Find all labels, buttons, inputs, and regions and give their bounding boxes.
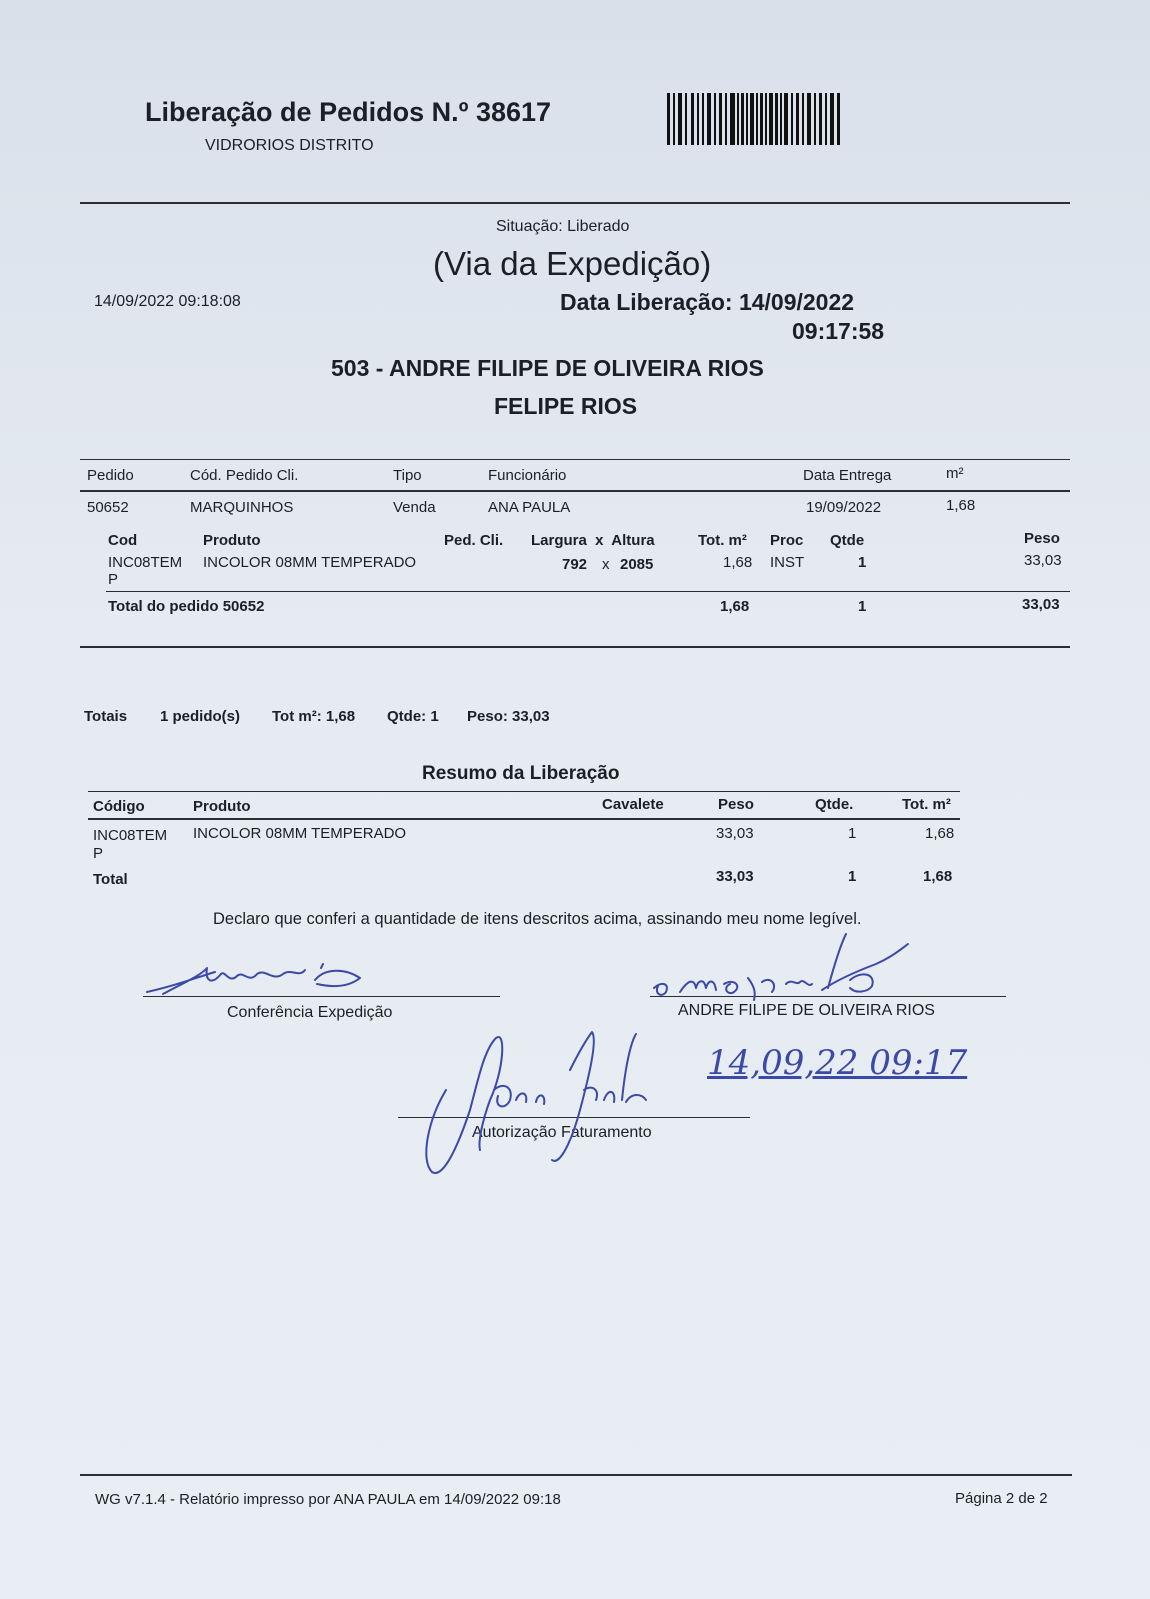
summary-title: Resumo da Liberação	[422, 763, 620, 784]
summary-peso: 33,03	[716, 825, 754, 842]
divider	[106, 591, 1070, 592]
totals-label: Totais	[84, 708, 128, 725]
item-proc: INST	[770, 554, 805, 571]
summary-total-label: Total	[93, 871, 128, 888]
status-text: Situação: Liberado	[496, 218, 630, 235]
header-data-entrega: Data Entrega	[803, 467, 892, 484]
footer-divider	[80, 1474, 1072, 1476]
item-header-proc: Proc	[770, 532, 804, 549]
item-height: 2085	[620, 556, 654, 573]
release-time: 09:17:58	[792, 318, 885, 344]
order-number: 50652	[87, 499, 129, 516]
summary-header-peso: Peso	[718, 796, 754, 813]
summary-header-qtde: Qtde.	[815, 796, 854, 813]
item-header-ped-cli: Ped. Cli.	[444, 532, 504, 549]
item-product: INCOLOR 08MM TEMPERADO	[203, 554, 417, 571]
header-tipo: Tipo	[393, 467, 422, 484]
summary-total-tot-m2: 1,68	[923, 868, 953, 885]
item-header-produto: Produto	[203, 532, 261, 549]
summary-header-produto: Produto	[193, 798, 251, 815]
page-number: Página 2 de 2	[955, 1490, 1048, 1507]
item-header-qtde: Qtde	[830, 532, 865, 549]
order-total-peso: 33,03	[1022, 596, 1060, 613]
order-type: Venda	[393, 499, 436, 516]
summary-header-codigo: Código	[93, 798, 145, 815]
item-peso: 33,03	[1024, 552, 1062, 569]
signature-cliente	[650, 926, 910, 1002]
summary-qtde: 1	[848, 825, 857, 842]
totals-m2: Tot m²: 1,68	[272, 708, 356, 725]
item-qtde: 1	[858, 554, 867, 571]
totals-peso: Peso: 33,03	[467, 708, 550, 725]
divider	[80, 490, 1070, 492]
divider	[88, 818, 960, 820]
item-header-tot-m2: Tot. m²	[698, 532, 747, 549]
summary-code-wrap: P	[93, 845, 104, 862]
handwritten-date: 14,09,22 09:17	[707, 1043, 968, 1083]
totals-qtde: Qtde: 1	[387, 708, 439, 725]
header-m2: m²	[946, 465, 964, 482]
release-date: Data Liberação: 14/09/2022	[560, 289, 855, 315]
signature-conferencia	[145, 962, 375, 1002]
client-name: 503 - ANDRE FILIPE DE OLIVEIRA RIOS	[331, 355, 764, 381]
item-code: INC08TEM	[108, 554, 183, 571]
item-header-cod: Cod	[108, 532, 138, 549]
barcode	[667, 93, 841, 145]
printed-datetime: 14/09/2022 09:18:08	[94, 293, 241, 310]
signature-label-cliente: ANDRE FILIPE DE OLIVEIRA RIOS	[678, 1002, 935, 1019]
copy-label: (Via da Expedição)	[433, 245, 712, 282]
client-order-code: MARQUINHOS	[190, 499, 294, 516]
item-header-peso: Peso	[1024, 530, 1060, 547]
summary-total-peso: 33,03	[716, 868, 754, 885]
signature-label-conferencia: Conferência Expedição	[227, 1004, 393, 1021]
item-width: 792	[562, 556, 588, 573]
order-m2: 1,68	[946, 497, 976, 514]
order-total-qtde: 1	[858, 598, 867, 615]
totals-orders: 1 pedido(s)	[160, 708, 241, 725]
employee: ANA PAULA	[488, 499, 571, 516]
delivery-date: 19/09/2022	[806, 499, 882, 516]
footer-print-info: WG v7.1.4 - Relatório impresso por ANA PAULA em 14/09/2022 09:18	[95, 1491, 561, 1508]
client-short-name: FELIPE RIOS	[494, 393, 638, 419]
declaration-text: Declaro que conferi a quantidade de itens descritos acima, assinando meu nome legível.	[213, 910, 862, 928]
company-name: VIDRORIOS DISTRITO	[205, 137, 374, 154]
divider	[80, 646, 1070, 648]
divider	[88, 791, 960, 792]
header-funcionario: Funcionário	[488, 467, 567, 484]
order-total-m2: 1,68	[720, 598, 750, 615]
item-header-dimensions: Largura x Altura	[531, 532, 655, 549]
divider	[80, 202, 1070, 204]
summary-product: INCOLOR 08MM TEMPERADO	[193, 825, 407, 842]
summary-header-tot-m2: Tot. m²	[902, 796, 951, 813]
signature-label-autorizacao: Autorização Faturamento	[472, 1124, 652, 1141]
header-cod-pedido-cli: Cód. Pedido Cli.	[190, 467, 299, 484]
document-title: Liberação de Pedidos N.º 38617	[145, 97, 552, 127]
item-tot-m2: 1,68	[723, 554, 753, 571]
summary-code: INC08TEM	[93, 827, 168, 844]
divider	[80, 459, 1070, 460]
signature-autorizacao	[420, 1030, 660, 1180]
item-code-wrap: P	[108, 571, 119, 588]
item-dimension-separator: x	[602, 556, 610, 573]
order-total-label: Total do pedido 50652	[108, 598, 265, 615]
header-pedido: Pedido	[87, 467, 134, 484]
summary-tot-m2: 1,68	[925, 825, 955, 842]
summary-total-qtde: 1	[848, 868, 857, 885]
summary-header-cavalete: Cavalete	[602, 796, 664, 813]
